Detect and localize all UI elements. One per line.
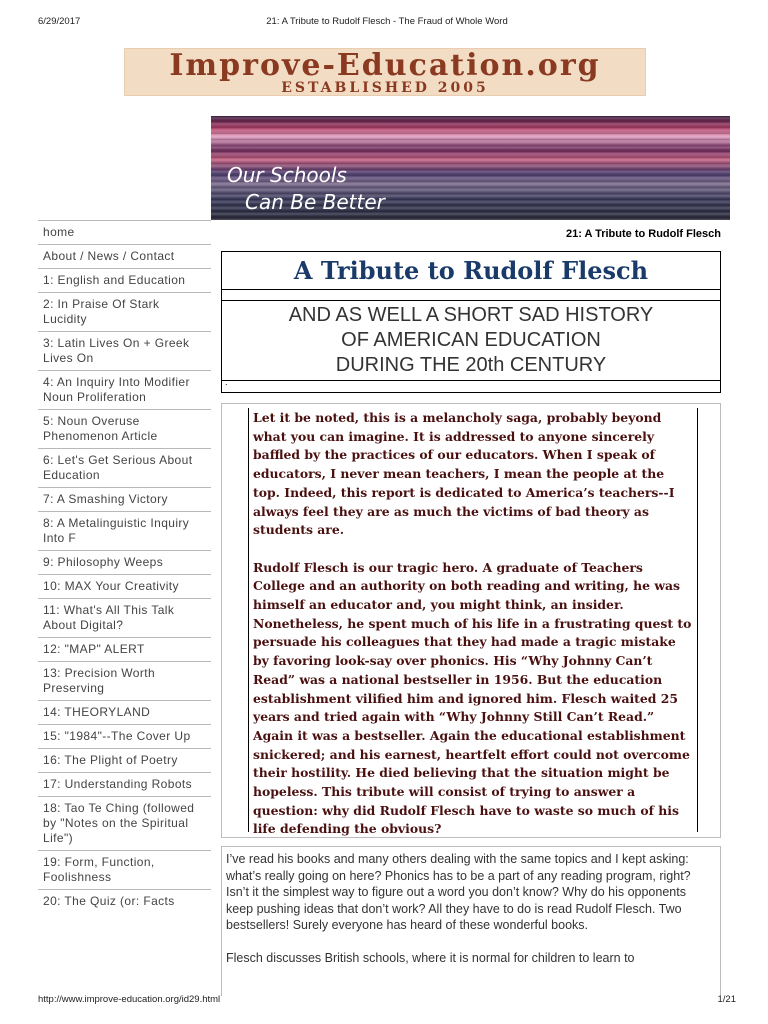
- subtitle-line: AND AS WELL A SHORT SAD HISTORY: [288, 304, 654, 326]
- body-paragraph: Flesch discusses British schools, where it is normal for children to learn to: [226, 951, 635, 965]
- sidebar-item-13[interactable]: 13: Precision Worth Preserving: [38, 661, 211, 700]
- title-divider: [222, 300, 720, 301]
- title-divider: [222, 380, 720, 381]
- site-logo[interactable]: [124, 48, 646, 96]
- intro-paragraph: Let it be noted, this is a melancholy saga, probably beyond what you can imagine. It is addressed to anyone sincerely baffled by the practices of our educators. When I speak of educators, I never mean teachers, I mean the people at the top. Indeed, this report is dedicated to America’s teachers--I always feel they are as much the victims of bad theory as students are.: [253, 410, 675, 538]
- sidebar-item-14[interactable]: 14: THEORYLAND: [38, 700, 211, 724]
- sidebar-item-6[interactable]: 6: Let's Get Serious About Education: [38, 448, 211, 487]
- sidebar-item-20[interactable]: 20: The Quiz (or: Facts: [38, 889, 211, 913]
- page-subtitle: [222, 303, 720, 378]
- sidebar-item-10[interactable]: 10: MAX Your Creativity: [38, 574, 211, 598]
- sidebar-item-4[interactable]: 4: An Inquiry Into Modifier Noun Proliferation: [38, 370, 211, 409]
- title-box: [221, 251, 721, 393]
- sidebar-item-18[interactable]: 18: Tao Te Ching (followed by "Notes on the Spiritual Life"): [38, 796, 211, 850]
- page-title: A Tribute to Rudolf Flesch: [222, 252, 720, 290]
- print-url: http://www.improve-education.org/id29.html: [38, 994, 221, 1005]
- sidebar-item-17[interactable]: 17: Understanding Robots: [38, 772, 211, 796]
- sidebar-item-12[interactable]: 12: "MAP" ALERT: [38, 637, 211, 661]
- logo-name: Improve-Education.org: [169, 48, 601, 83]
- sidebar-item-9[interactable]: 9: Philosophy Weeps: [38, 550, 211, 574]
- sidebar-item-3[interactable]: 3: Latin Lives On + Greek Lives On: [38, 331, 211, 370]
- print-footer: [38, 994, 736, 1008]
- sidebar-item-5[interactable]: 5: Noun Overuse Phenomenon Article: [38, 409, 211, 448]
- sidebar-item-8[interactable]: 8: A Metalinguistic Inquiry Into F: [38, 511, 211, 550]
- banner-slogan-line1: Our Schools: [227, 163, 347, 187]
- body-paragraph: I’ve read his books and many others dealing with the same topics and I kept asking: what’s really going on here? Phonics has to be a part of any reading program, right? Isn’t it the simplest way to figure out a word you don’t know? Why do his opponents keep pushing ideas that don’t work? All they have to do is read Rudolf Flesch. Two bestsellers! Surely everyone has heard of these wonderful books.: [226, 852, 691, 932]
- print-page-number: 1/21: [717, 994, 736, 1005]
- subtitle-line: OF AMERICAN EDUCATION: [341, 329, 601, 351]
- sidebar-item-15[interactable]: 15: "1984"--The Cover Up: [38, 724, 211, 748]
- sidebar-item-7[interactable]: 7: A Smashing Victory: [38, 487, 211, 511]
- intro-box: [221, 403, 721, 838]
- intro-text: [248, 408, 698, 837]
- print-date: 6/29/2017: [38, 16, 81, 27]
- page-breadcrumb: 21: A Tribute to Rudolf Flesch: [565, 228, 721, 240]
- title-box-marker: .: [225, 377, 228, 387]
- subtitle-line: DURING THE 20th CENTURY: [335, 354, 607, 376]
- sidebar-item-11[interactable]: 11: What's All This Talk About Digital?: [38, 598, 211, 637]
- sidebar-item-16[interactable]: 16: The Plight of Poetry: [38, 748, 211, 772]
- sidebar-item-home[interactable]: home: [38, 220, 211, 244]
- logo-established: ESTABLISHED 2005: [281, 80, 489, 96]
- header-banner: [211, 116, 730, 220]
- print-header: [38, 12, 736, 26]
- sidebar-nav: [38, 220, 211, 913]
- sidebar-item-1[interactable]: 1: English and Education: [38, 268, 211, 292]
- intro-paragraph: Rudolf Flesch is our tragic hero. A graduate of Teachers College and an authority on both reading and writing, he was himself an educator and, you might think, an insider. Nonetheless, he spent much of his life in a frustrating quest to persuade his colleagues that they had made a tragic mistake by favoring look-say over phonics. His “Why Johnny Can’t Read” was a national bestseller in 1956. But the education establishment vilified him and ignored him. Flesch waited 25 years and tried again with “Why Johnny Still Can’t Read.” Again it was a bestseller. Again the educational establishment snickered; and his earnest, heartfelt effort could not overcome their hostility. He died believing that the situation might be hopeless. This tribute will consist of trying to answer a question: why did Rudolf Flesch have to waste so much of his life defending the obvious?: [253, 559, 692, 837]
- banner-slogan-line2: Can Be Better: [245, 190, 385, 214]
- sidebar-item-about[interactable]: About / News / Contact: [38, 244, 211, 268]
- sidebar-item-2[interactable]: 2: In Praise Of Stark Lucidity: [38, 292, 211, 331]
- print-page-title: 21: A Tribute to Rudolf Flesch - The Fraud of Whole Word: [266, 16, 508, 27]
- sidebar-item-19[interactable]: 19: Form, Function, Foolishness: [38, 850, 211, 889]
- body-text: [221, 846, 721, 996]
